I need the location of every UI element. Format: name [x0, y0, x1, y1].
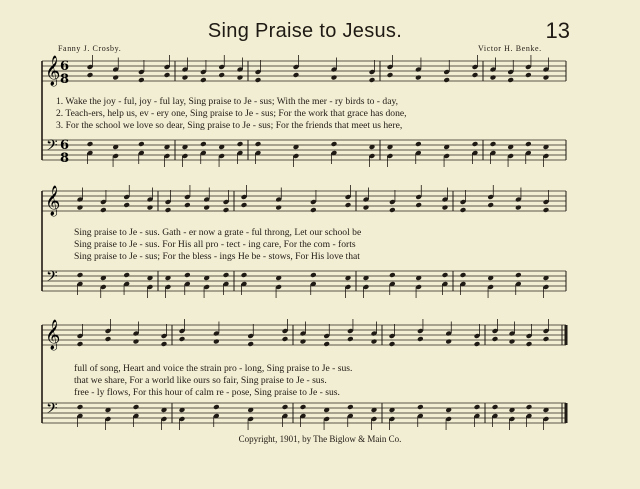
note-head — [105, 336, 112, 342]
treble-clef-icon: 𝄞 — [45, 56, 61, 86]
note-head — [474, 341, 481, 347]
note-head — [389, 207, 396, 213]
note-head — [345, 202, 352, 208]
note-head — [112, 75, 119, 81]
note-head — [526, 404, 533, 410]
bass-clef-icon: 𝄢 — [46, 137, 58, 158]
treble-clef-icon: 𝄞 — [45, 320, 61, 350]
note-head — [515, 272, 522, 278]
lyric-system2-verse1: Sing praise to Je - sus. Gath - er now a grate - ful throng, Let our school be — [74, 227, 362, 238]
note-head — [218, 72, 225, 78]
note-head — [77, 205, 84, 211]
note-head — [331, 141, 338, 147]
note-head — [310, 207, 317, 213]
note-head — [415, 75, 422, 81]
note-head — [147, 205, 154, 211]
lyric-system2-verse2: Sing praise to Je - sus. For His all pro - tect - ing care, For the com - forts — [74, 239, 356, 250]
copyright-notice: Copyright, 1901, by The Biglow & Main Co. — [238, 434, 402, 444]
note-head — [184, 272, 191, 278]
note-head — [255, 77, 262, 83]
lyric-system3-verse1: full of song, Heart and voice the strain pro - long, Sing praise to Je - sus. — [74, 363, 353, 374]
bass-clef-icon: 𝄢 — [46, 268, 58, 289]
note-head — [472, 72, 479, 78]
hymn-title: Sing Praise to Jesus. — [207, 20, 403, 42]
note-head — [223, 272, 230, 278]
note-head — [347, 336, 354, 342]
note-head — [389, 341, 396, 347]
note-head — [445, 339, 452, 345]
note-head — [331, 75, 338, 81]
note-head — [77, 341, 84, 347]
note-head — [275, 205, 282, 211]
treble-clef-icon: 𝄞 — [45, 186, 61, 216]
note-head — [165, 207, 172, 213]
note-head — [182, 75, 189, 81]
note-head — [526, 341, 533, 347]
note-head — [487, 202, 494, 208]
note-head — [138, 77, 145, 83]
note-head — [213, 404, 220, 410]
note-head — [492, 336, 499, 342]
note-head — [442, 272, 449, 278]
note-head — [543, 336, 550, 342]
note-head — [241, 202, 248, 208]
note-head — [123, 202, 130, 208]
note-head — [417, 336, 424, 342]
page-number: 13 — [545, 18, 570, 43]
note-head — [474, 404, 481, 410]
note-head — [87, 141, 94, 147]
composer-credit: Victor H. Benke. — [478, 44, 542, 53]
note-head — [543, 75, 550, 81]
note-head — [387, 72, 394, 78]
note-head — [203, 205, 210, 211]
note-head — [507, 77, 514, 83]
note-head — [138, 141, 145, 147]
note-head — [282, 336, 289, 342]
note-head — [415, 141, 422, 147]
note-head — [472, 141, 479, 147]
note-head — [347, 404, 354, 410]
bass-clef-icon: 𝄢 — [46, 400, 58, 421]
lyric-system1-verse1: 1. Wake the joy - ful, joy - ful lay, Sing praise to Je - sus; With the mer - ry birds to - day, — [56, 96, 399, 107]
note-head — [300, 404, 307, 410]
note-head — [87, 72, 94, 78]
lyric-system3-verse2: that we share, For a world like ours so fair, Sing praise to Je - sus. — [74, 375, 327, 386]
note-head — [460, 207, 467, 213]
note-head — [515, 205, 522, 211]
note-head — [77, 404, 84, 410]
note-head — [133, 404, 140, 410]
note-head — [371, 339, 378, 345]
note-head — [460, 272, 467, 278]
note-head — [123, 272, 130, 278]
note-head — [200, 77, 207, 83]
lyric-system3-verse3: free - ly flows, For this hour of calm re - pose, Sing praise to Je - sus. — [74, 387, 340, 398]
note-head — [490, 75, 497, 81]
note-head — [417, 404, 424, 410]
note-head — [490, 141, 497, 147]
note-head — [77, 272, 84, 278]
note-head — [363, 205, 370, 211]
note-head — [282, 404, 289, 410]
note-head — [237, 75, 244, 81]
note-head — [310, 272, 317, 278]
time-signature-treble-top: 6 — [60, 59, 70, 74]
note-head — [223, 207, 230, 213]
time-signature-bass-bottom: 8 — [60, 151, 70, 166]
note-head — [164, 72, 171, 78]
note-head — [543, 207, 550, 213]
note-head — [255, 141, 262, 147]
note-head — [525, 141, 532, 147]
note-head — [509, 339, 516, 345]
lyric-system1-verse3: 3. For the school we love so dear, Sing praise to Je - sus; For the friends that meet us here, — [56, 120, 403, 131]
note-head — [133, 339, 140, 345]
note-head — [415, 202, 422, 208]
note-head — [492, 404, 499, 410]
lyricist-credit: Fanny J. Crosby. — [58, 44, 122, 53]
note-head — [525, 72, 532, 78]
note-head — [100, 207, 107, 213]
note-head — [247, 341, 254, 347]
lyric-system2-verse3: Sing praise to Je - sus; For the bless - ings He be - stows, For His love that — [74, 251, 360, 262]
note-head — [300, 339, 307, 345]
lyric-system1-verse2: 2. Teach-ers, help us, ev - ery one, Sing praise to Je - sus; For the work that grace has done, — [56, 108, 407, 119]
note-head — [213, 339, 220, 345]
note-head — [369, 77, 376, 83]
time-signature-treble-bottom: 8 — [60, 72, 70, 87]
note-head — [237, 141, 244, 147]
note-head — [241, 272, 248, 278]
note-head — [293, 72, 300, 78]
note-head — [200, 141, 207, 147]
note-head — [442, 205, 449, 211]
note-head — [161, 341, 168, 347]
note-head — [323, 341, 330, 347]
time-signature-bass-top: 6 — [60, 138, 70, 153]
note-head — [184, 202, 191, 208]
note-head — [389, 272, 396, 278]
note-head — [179, 336, 186, 342]
note-head — [443, 77, 450, 83]
